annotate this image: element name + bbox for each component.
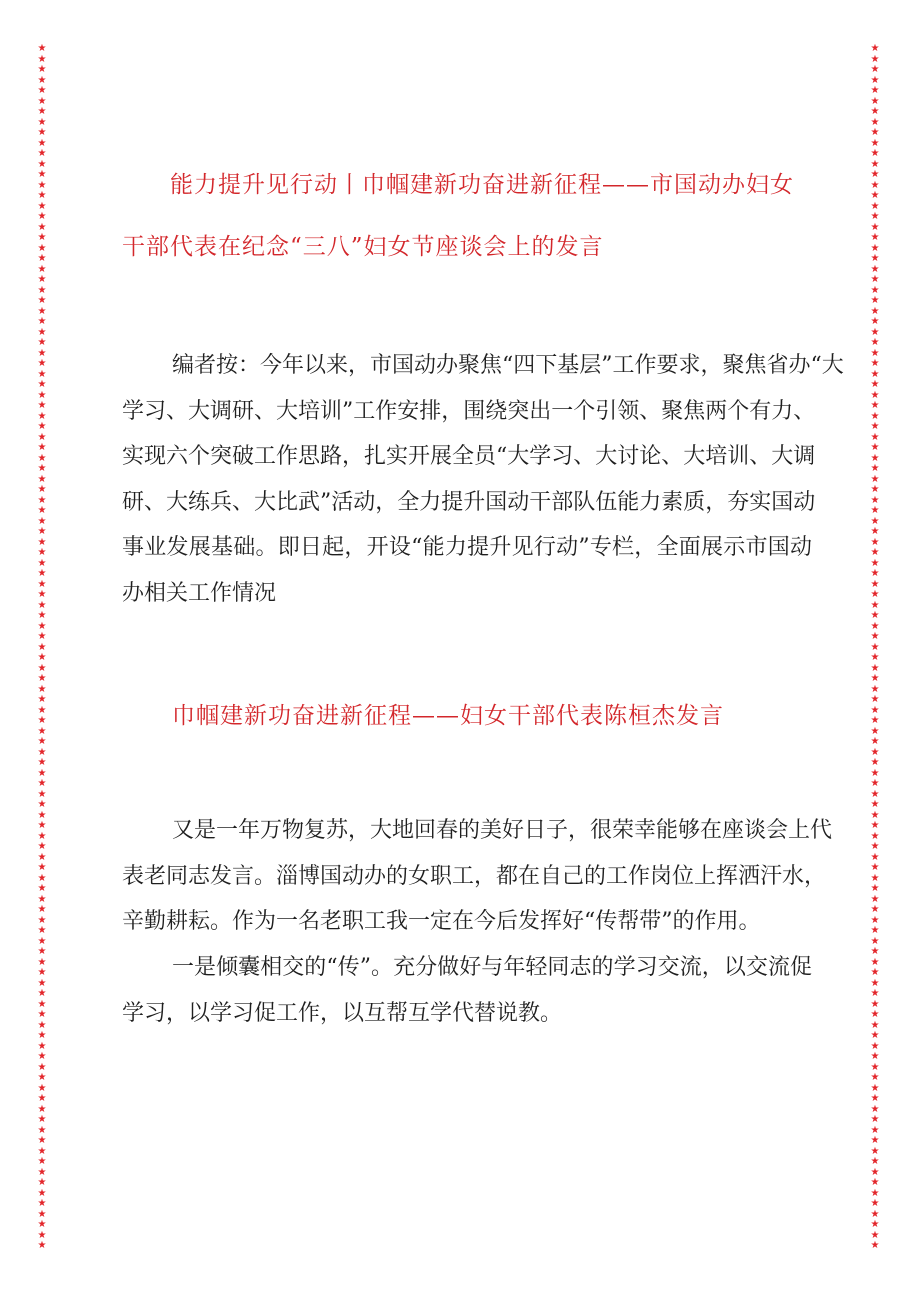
editor-note-line: 实现六个突破工作思路，扎实开展全员“大学习、大讨论、大培训、大调 [122, 444, 816, 469]
title-line-1: 能力提升见行动丨巾帼建新功奋进新征程——市国动办妇女 [170, 172, 794, 198]
editor-note-line: 研、大练兵、大比武”活动，全力提升国动干部队伍能力素质，夯实国动 [122, 489, 816, 515]
editor-note-line: 编者按：今年以来，市国动办聚焦“四下基层”工作要求，聚焦省办“大 [172, 353, 844, 378]
title-line-2: 干部代表在纪念“三八”妇女节座谈会上的发言 [122, 234, 604, 260]
paragraph-line: 学习，以学习促工作，以互帮互学代替说教。 [122, 1000, 563, 1026]
right-star-border: ★ ★ ★ ★ ★ ★ ★ ★ ★ ★ ★ ★ ★ ★ ★ ★ ★ ★ ★ ★ ★ ★ ★ ★ ★ ★ ★ ★ ★ ★ ★ ★ ★ ★ ★ ★ ★ ★ ★ ★ ★ ★ ★ ★ ★ ★ ★ ★ ★ ★ ★ ★ ★ ★ ★ ★ ★ ★ ★ ★ ★ ★ ★ ★ ★ ★ ★ ★ ★ ★ ★ ★ ★ ★ ★ ★ ★ ★ ★ ★ ★ ★ ★ ★ ★ ★ ★ ★ ★ ★ ★ ★ ★ ★ ★ ★ ★ ★ ★ ★ ★ ★ ★ ★ ★ ★ ★ ★ ★ ★ ★ ★ ★ ★ ★ [870, 44, 880, 1251]
editor-note-line: 学习、大调研、大培训”工作安排，围绕突出一个引领、聚焦两个有力、 [122, 398, 816, 424]
left-star-border: ★ ★ ★ ★ ★ ★ ★ ★ ★ ★ ★ ★ ★ ★ ★ ★ ★ ★ ★ ★ ★ ★ ★ ★ ★ ★ ★ ★ ★ ★ ★ ★ ★ ★ ★ ★ ★ ★ ★ ★ ★ ★ ★ ★ ★ ★ ★ ★ ★ ★ ★ ★ ★ ★ ★ ★ ★ ★ ★ ★ ★ ★ ★ ★ ★ ★ ★ ★ ★ ★ ★ ★ ★ ★ ★ ★ ★ ★ ★ ★ ★ ★ ★ ★ ★ ★ ★ ★ ★ ★ ★ ★ ★ ★ ★ ★ ★ ★ ★ ★ ★ ★ ★ ★ ★ ★ ★ ★ ★ ★ ★ ★ ★ ★ ★ [37, 44, 47, 1251]
editor-note-line: 事业发展基础。即日起，开设“能力提升见行动”专栏，全面展示市国动 [122, 535, 812, 560]
paragraph-line: 辛勤耕耘。作为一名老职工我一定在今后发挥好“传帮带”的作用。 [122, 909, 761, 934]
speech-paragraph-1 [122, 808, 833, 945]
editor-note-line: 办相关工作情况 [122, 580, 277, 606]
editor-note [122, 343, 844, 616]
paragraph-line: 表老同志发言。淄博国动办的女职工，都在自己的工作岗位上挥洒汗水， [122, 863, 827, 889]
paragraph-line: 一是倾囊相交的“传”。充分做好与年轻同志的学习交流，以交流促 [172, 955, 812, 980]
paragraph-line: 又是一年万物复苏，大地回春的美好日子，很荣幸能够在座谈会上代 [172, 818, 833, 843]
speech-paragraph-2 [122, 945, 812, 1036]
speech-subtitle: 巾帼建新功奋进新征程——妇女干部代表陈桓杰发言 [172, 703, 724, 729]
